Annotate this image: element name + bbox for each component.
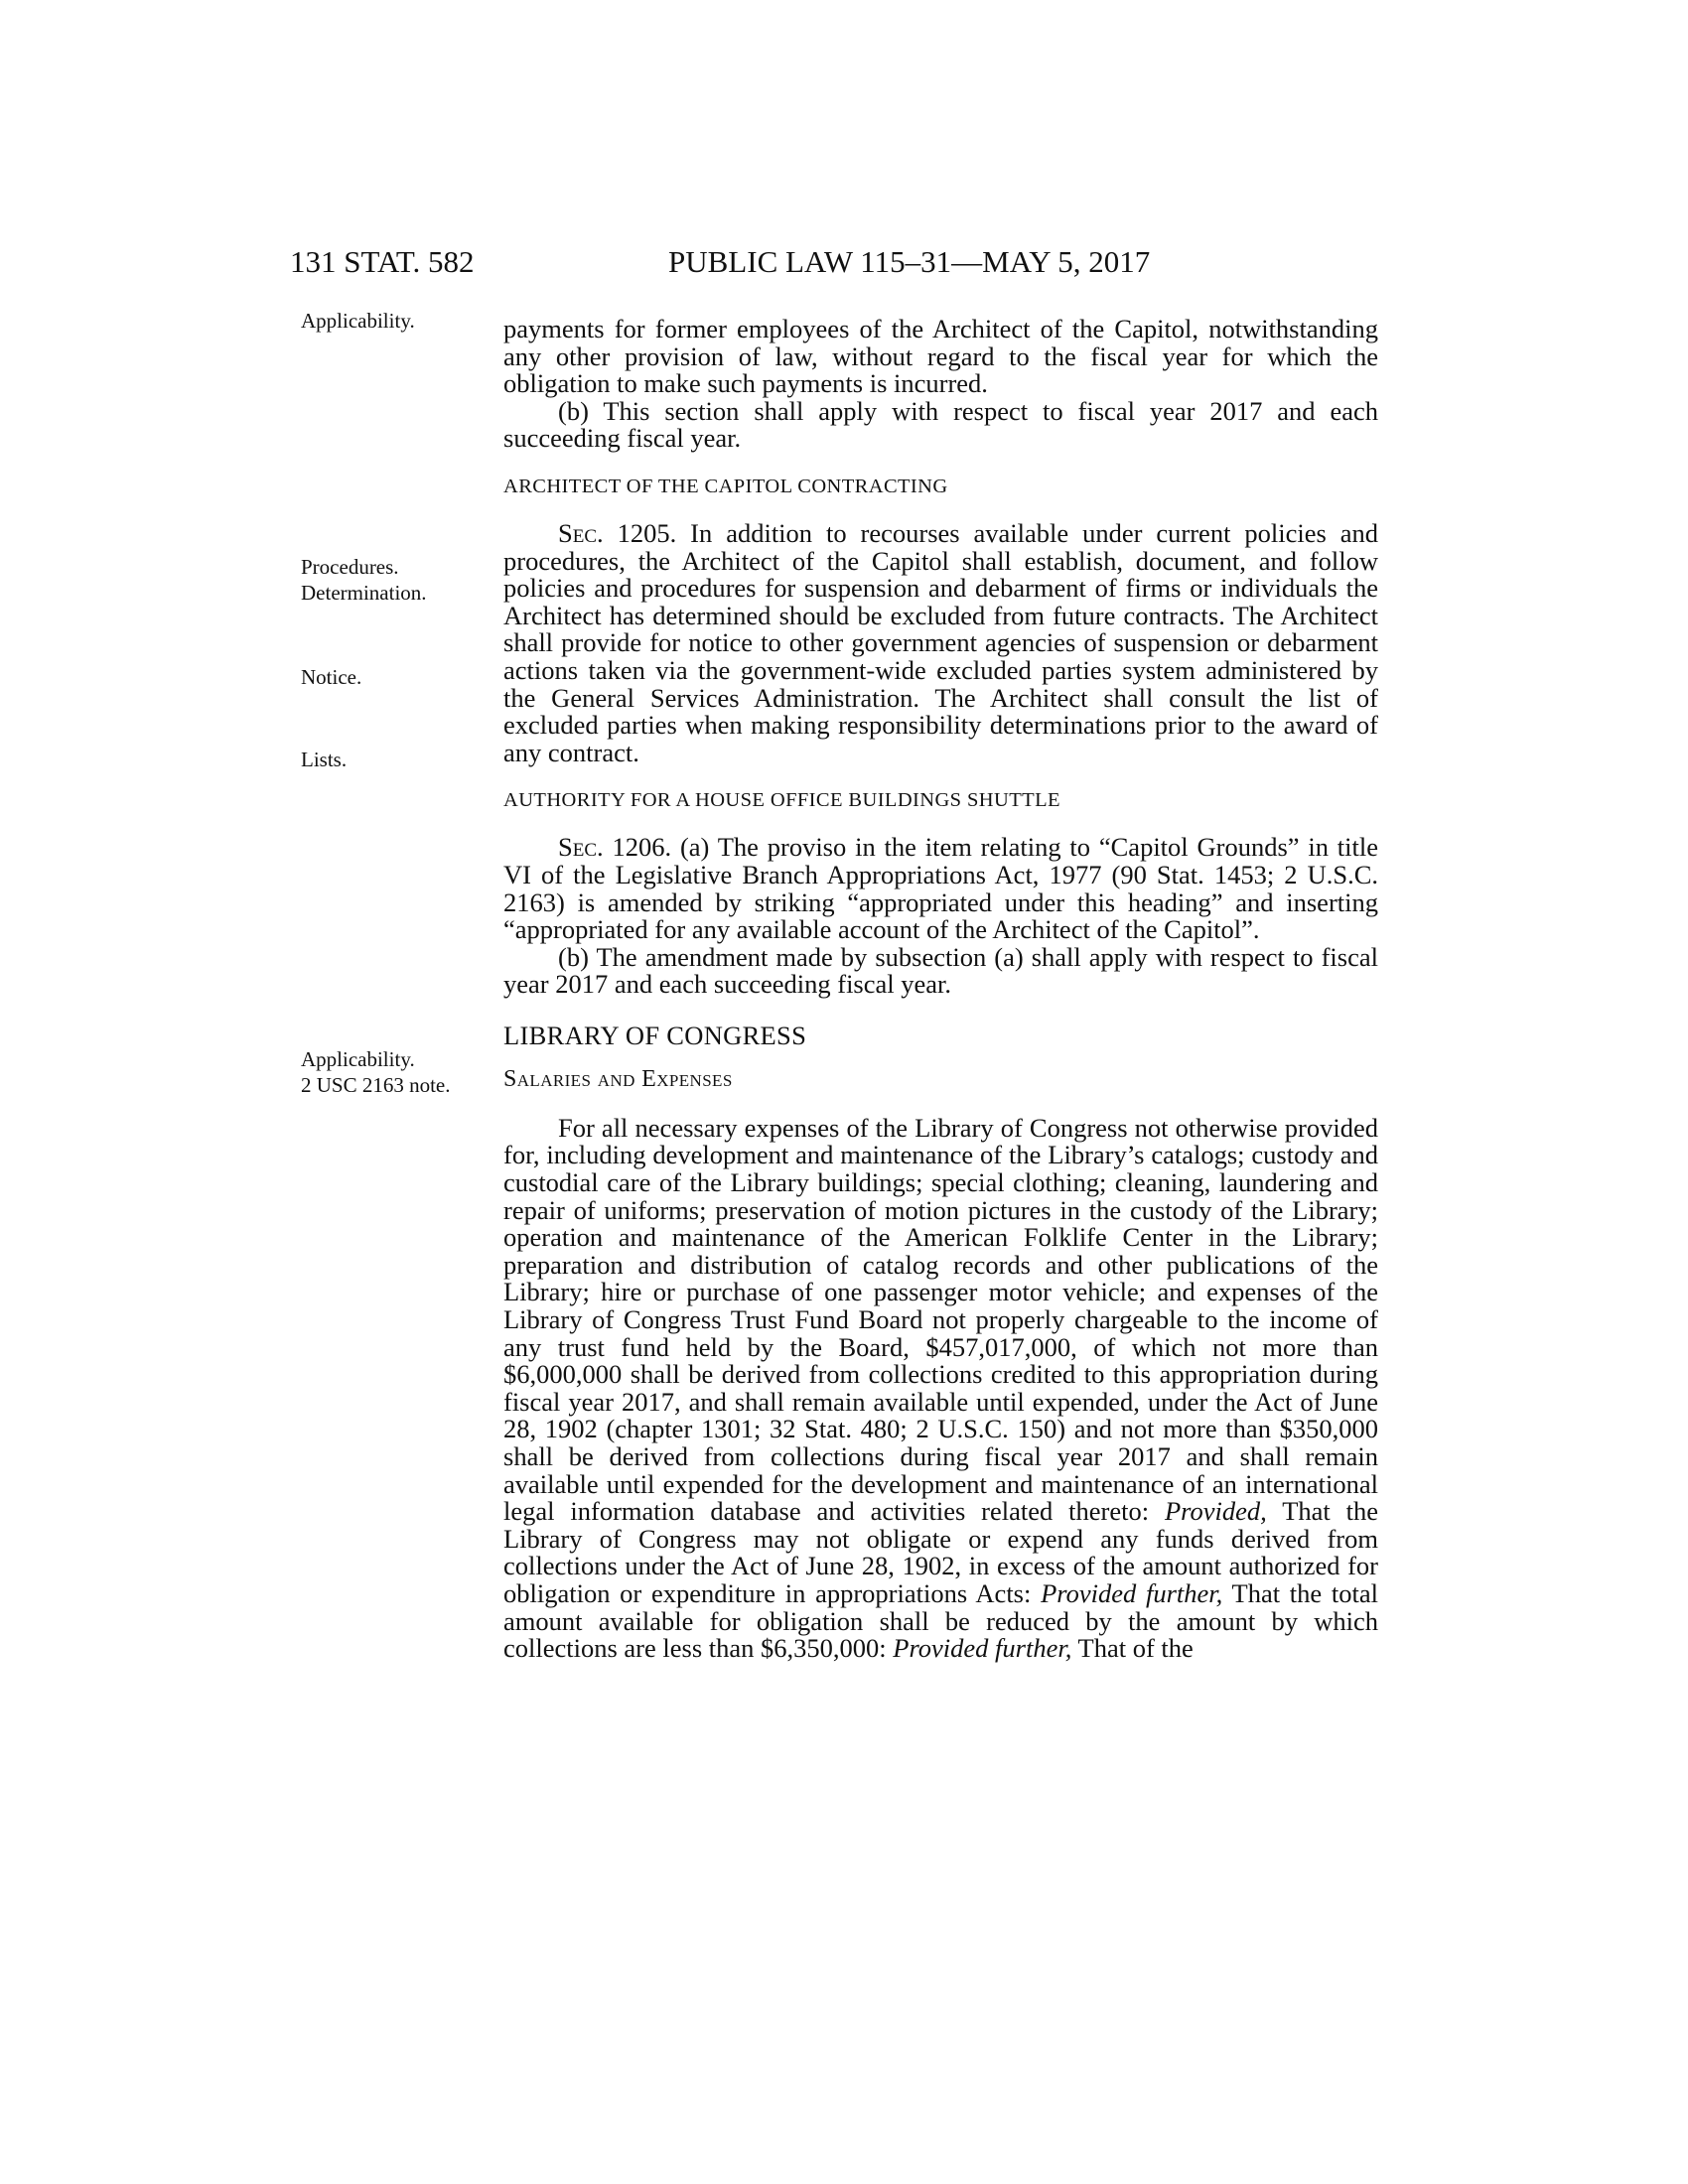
body-text-column <box>503 316 1378 1663</box>
heading-salaries-expenses: Salaries and Expenses <box>503 1065 733 1092</box>
margin-note-applicability: Applicability. <box>301 309 415 333</box>
paragraph-b-1204: (b) This section shall apply with respect to fiscal year 2017 and each succeeding fiscal year. <box>503 395 1378 454</box>
library-text-part-3: That the total amount available for obligation shall be reduced by the amount by which collections are less than $6,350,000: <box>503 1577 1378 1664</box>
section-1206 <box>503 834 1378 943</box>
margin-note-notice: Notice. <box>301 665 362 689</box>
continuation-paragraph: payments for former employees of the Architect of the Capitol, notwithstanding any other provision of law, without regard to the fiscal year for which the obligation to make such payments is incurred. <box>503 314 1378 399</box>
library-appropriation-paragraph <box>503 1112 1379 1664</box>
heading-library-of-congress: LIBRARY OF CONGRESS <box>503 1020 807 1050</box>
law-title: PUBLIC LAW 115–31—MAY 5, 2017 <box>668 244 1151 279</box>
section-text: (a) The proviso in the item relating to “Capitol Grounds” in title VI of the Legislative Branch Appropriations Act, 1977 (90 Stat. 1453; 2 U.S.C. 2163) is amended by striking “appropriated under this heading” and inserting “appropriated for any available account of the Architect of the Capitol”. <box>503 832 1379 945</box>
section-text: In addition to recourses available under current policies and procedures, the Architect of the Capitol shall establish, document, and follow policies and procedures for suspension and debarment of firms or individuals the Architect has determined should be excluded from future contracts. The Architect shall provide for notice to other government agencies of suspension or debarment actions taken via the government-wide excluded parties system administered by the General Services Administration. The Architect shall consult the list of excluded parties when making responsibility determinations prior to the award of any contract. <box>503 517 1379 767</box>
page-header <box>0 242 1688 282</box>
section-label: Sec. 1206. <box>558 832 672 863</box>
proviso-provided-further: Provided further, <box>1041 1577 1223 1608</box>
library-text-part-1: For all necessary expenses of the Library of Congress not otherwise provided for, including development and maintenance of the Library’s catalogs; custody and custodial care of the Library buildings; special clothing; cleaning, laundering and repair of uniforms; preservation of motion pictures in the custody of the Library; operation and maintenance of the American Folklife Center in the Library; preparation and distribution of catalog records and other publications of the Library; hire or purchase of one passenger motor vehicle; and expenses of the Library of Congress Trust Fund Board not properly chargeable to the income of any trust fund held by the Board, $457,017,000, of which not more than $6,000,000 shall be derived from collections credited to this appropriation during fiscal year 2017, and shall remain available until expended, under the Act of June 28, 1902 (chapter 1301; 32 Stat. 480; 2 U.S.C. 150) and not more than $350,000 shall be derived from collections during fiscal year 2017 and shall remain available until expended for the development and maintenance of an international legal information database and activities related thereto: <box>503 1112 1378 1527</box>
paragraph-b-1206: (b) The amendment made by subsection (a) shall apply with respect to fiscal year 2017 and each succeeding fiscal year. <box>503 941 1378 1000</box>
margin-note-procedures: Procedures. <box>301 555 399 579</box>
section-heading-contracting: ARCHITECT OF THE CAPITOL CONTRACTING <box>503 475 948 497</box>
proviso-provided: Provided, <box>1164 1496 1267 1527</box>
margin-note-usc: 2 USC 2163 note. <box>301 1073 451 1097</box>
proviso-provided-further-2: Provided further, <box>893 1633 1072 1664</box>
margin-note-lists: Lists. <box>301 748 348 771</box>
library-text-part-4: That of the <box>1077 1633 1194 1664</box>
library-text-part-2: That the Library of Congress may not obligate or expend any funds derived from collections under the Act of June 28, 1902, in excess of the amount authorized for obligation or expenditure in appropriations Acts: <box>503 1496 1379 1608</box>
section-label: Sec. 1205. <box>558 517 677 548</box>
margin-note-determination: Determination. <box>301 581 427 605</box>
stat-citation: 131 STAT. 582 <box>290 244 475 279</box>
margin-note-applicability-2: Applicability. <box>301 1047 415 1071</box>
section-heading-shuttle: AUTHORITY FOR A HOUSE OFFICE BUILDINGS SHUTTLE <box>503 789 1060 812</box>
section-1205 <box>503 517 1379 767</box>
